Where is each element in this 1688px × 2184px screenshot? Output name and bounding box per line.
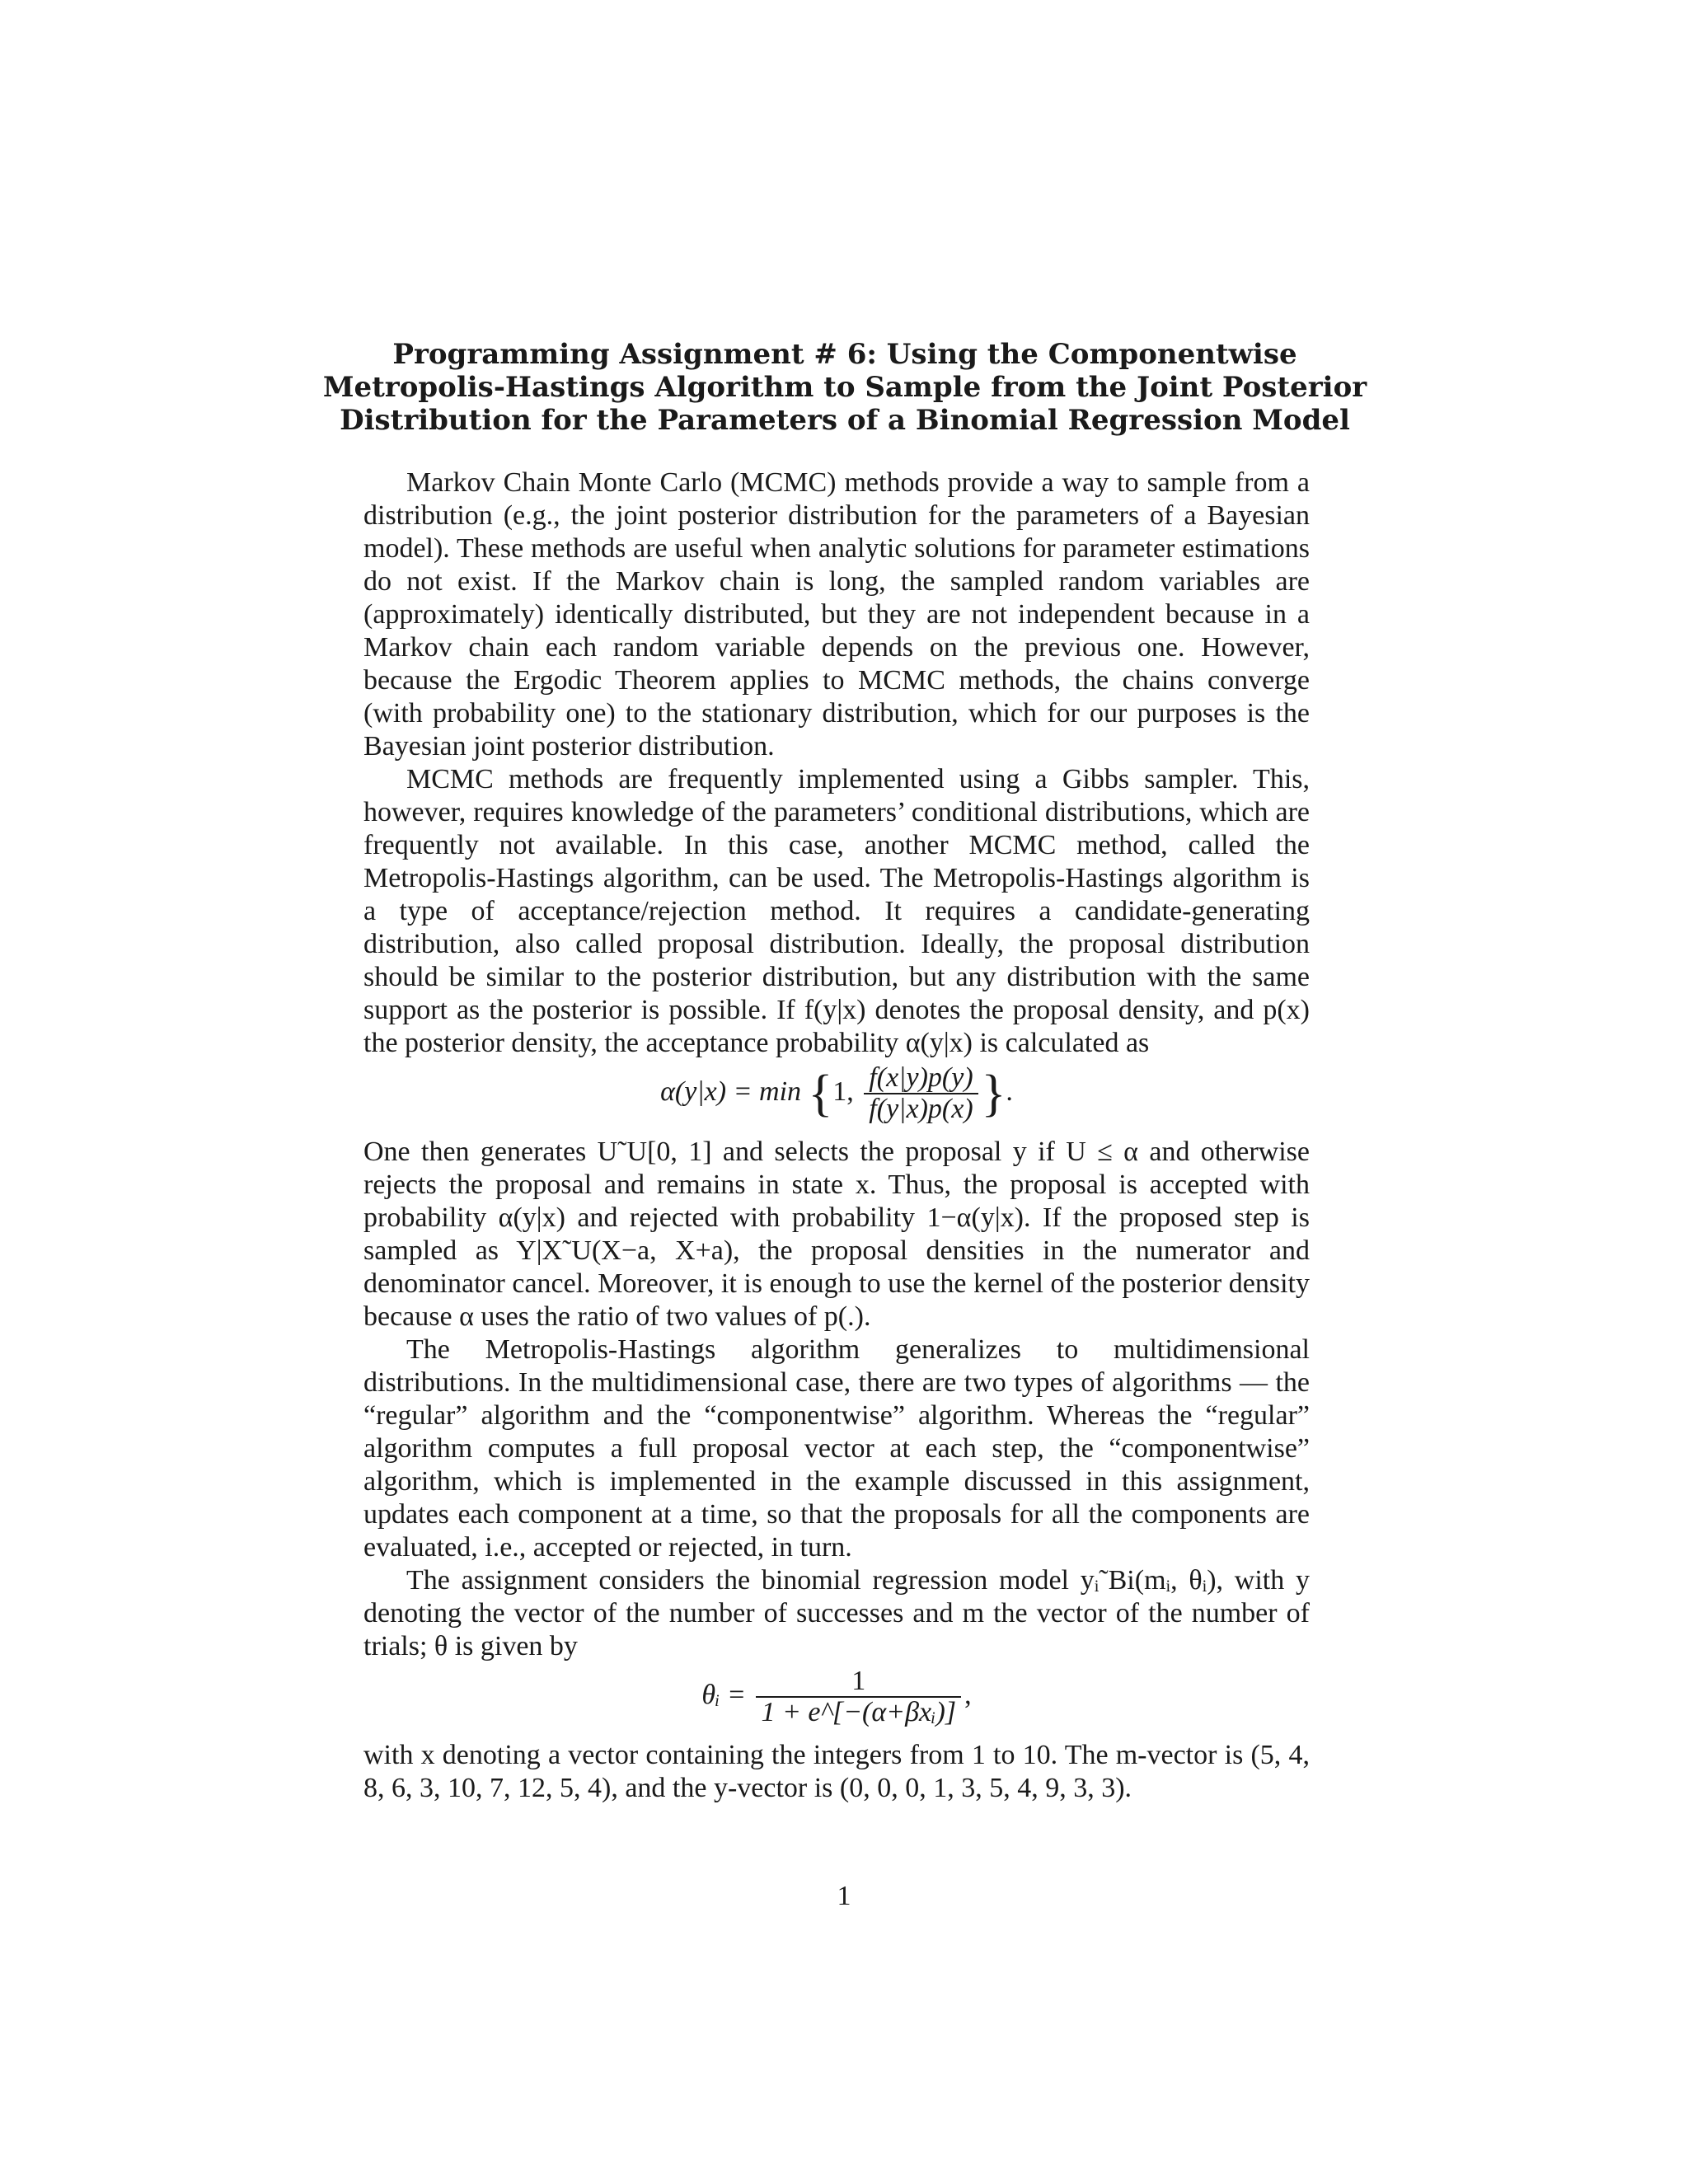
acceptance-fraction [864,1063,978,1124]
theta-lhs: θᵢ = [701,1679,746,1710]
paragraph-vectors: with x denoting a vector containing the integers from 1 to 10. The m-vector is (5, 4, 8, 6, 3, 10, 7, 12, 5, 4), and the y-vector is (0, 0, 0, 1, 3, 5, 4, 9, 3, 3). [363,1740,1310,1803]
fraction-numerator: f(x|y)p(y) [864,1063,978,1094]
paragraph-proposal-acceptance: One then generates U˜U[0, 1] and selects the proposal y if U ≤ α and otherwise rejects the proposal and remains in state x. Thus, the proposal is accepted with probability α(y|x) and rejected with probability 1−α(y|x). If the proposed step is sampled as Y|X˜U(X−a, X+a), the proposal densities in the numerator and denominator cancel. Moreover, it is enough to use the kernel of the posterior density because α uses the ratio of two values of p(.). [363,1137,1310,1332]
equation-tail: . [1006,1076,1013,1107]
theta-fraction [756,1666,961,1727]
document-body [363,466,1310,1805]
theta-tail: , [964,1679,972,1710]
acceptance-probability-equation [363,1063,1310,1124]
theta-denominator: 1 + e^[−(α+βxᵢ)] [761,1697,957,1727]
paragraph-multidimensional: The Metropolis-Hastings algorithm generalizes to multidimensional distributions. In the multidimensional case, there are two types of algorithms — the “regular” algorithm and the “componentwise” algorithm. Whereas the “regular” algorithm computes a full proposal vector at each step, the “componentwise” algorithm, which is implemented in the example discussed in this assignment, updates each component at a time, so that the proposals for all the components are evaluated, i.e., accepted or rejected, in turn. [363,1334,1310,1563]
paragraph-binomial-model: The assignment considers the binomial regression model yᵢ˜Bi(mᵢ, θᵢ), with y denoting the vector of the number of successes and m the vector of the number of trials; θ is given by [363,1565,1310,1661]
paragraph-metropolis-hastings: MCMC methods are frequently implemented using a Gibbs sampler. This, however, requires knowledge of the parameters’ conditional distributions, which are frequently not available. In this case, another MCMC method, called the Metropolis-Hastings algorithm, can be used. The Metropolis-Hastings algorithm is a type of acceptance/rejection method. It requires a candidate-generating distribution, also called proposal distribution. Ideally, the proposal distribution should be similar to the posterior distribution, but any distribution with the same support as the posterior is possible. If f(y|x) denotes the proposal density, and p(x) the posterior density, the acceptance probability α(y|x) is calculated as [363,764,1310,1058]
theta-numerator: 1 [756,1666,961,1698]
theta-equation [363,1666,1310,1727]
title-line-3: Distribution for the Parameters of a Binomial Regression Model [340,404,1350,437]
page-number: 1 [837,1881,851,1911]
title-line-1: Programming Assignment # 6: Using the Componentwise [392,338,1297,371]
equation-one: 1, [832,1076,854,1107]
right-brace: } [981,1066,1006,1122]
paragraph-mcmc-intro: Markov Chain Monte Carlo (MCMC) methods provide a way to sample from a distribution (e.g., the joint posterior distribution for the parameters of a Bayesian model). These methods are useful when analytic solutions for parameter estimations do not exist. If the Markov chain is long, the sampled random variables are (approximately) identically distributed, but they are not independent because in a Markov chain each random variable depends on the previous one. However, because the Ergodic Theorem applies to MCMC methods, the chains converge (with probability one) to the stationary distribution, which for our purposes is the Bayesian joint posterior distribution. [363,467,1310,762]
fraction-denominator: f(y|x)p(x) [869,1094,973,1124]
title-line-2: Metropolis-Hastings Algorithm to Sample from the Joint Posterior [322,371,1367,404]
document-title [321,338,1368,437]
left-brace: { [808,1066,833,1122]
equation-lhs: α(y|x) = min [660,1076,802,1107]
